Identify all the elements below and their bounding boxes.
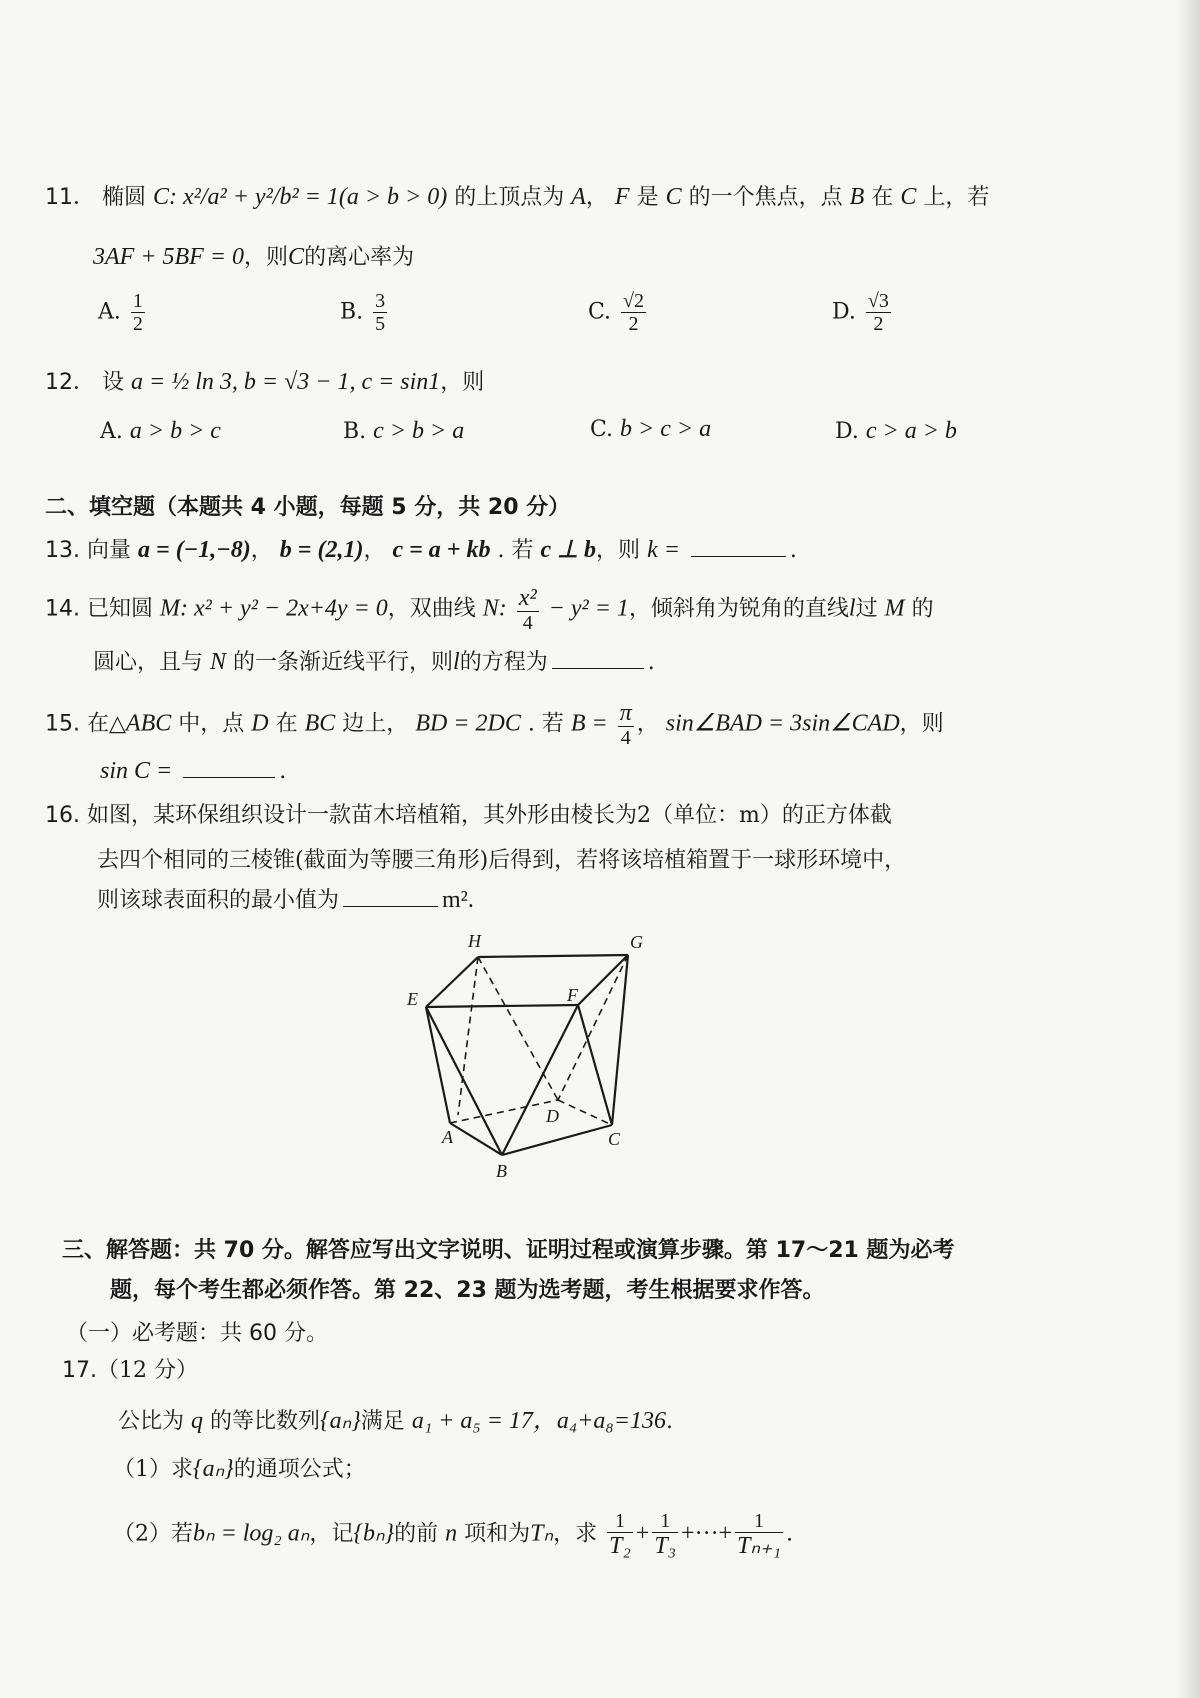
part-2-text-e: ，求	[553, 1521, 598, 1547]
q12-option-b	[343, 418, 464, 445]
q14-end: .	[647, 650, 655, 675]
q16-line3	[97, 883, 474, 914]
denominator: T₃	[654, 1533, 677, 1559]
edge-ef	[426, 1005, 578, 1007]
fraction	[131, 290, 145, 335]
question-number: 12．	[45, 370, 95, 395]
q11-option-a	[98, 290, 148, 335]
label-d: D	[546, 1106, 559, 1126]
part-2-text-c: 的前	[394, 1521, 439, 1547]
edge-hg	[478, 955, 628, 957]
question-17-part1	[113, 1452, 366, 1483]
hidden-edge-hd	[478, 957, 558, 1100]
b-definition: bₙ = log₂ aₙ	[193, 1520, 310, 1547]
fraction	[652, 1510, 678, 1559]
hyperbola-equation: − y² = 1	[548, 595, 629, 622]
triangle-abc: ABC	[125, 710, 172, 737]
q17-stem-c: 满足	[360, 1409, 405, 1434]
q14-text-b: ，双曲线	[387, 596, 476, 622]
option-label: B.	[343, 419, 367, 444]
hyperbola-label: N:	[482, 595, 507, 622]
answer-blank[interactable]	[691, 556, 786, 557]
plus-sign: +	[635, 1520, 650, 1547]
label-e: E	[407, 989, 418, 1009]
sequence-b: {bₙ}	[353, 1520, 395, 1547]
denominator: 4	[522, 612, 533, 635]
q17-stem-a: 公比为	[118, 1409, 185, 1434]
section-3-heading-line2: 题，每个考生都必须作答。第 22、23 题为选考题，考生根据要求作答。	[110, 1278, 825, 1303]
option-label: C.	[590, 417, 614, 442]
part-1-label: （1）求	[113, 1457, 193, 1482]
question-number: 13.	[45, 538, 80, 563]
q11-point-f: F	[614, 184, 630, 210]
q11-curve-c: C	[665, 184, 682, 210]
question-17-stem	[118, 1400, 673, 1435]
unit: m².	[442, 887, 474, 913]
angle-b: B =	[570, 710, 608, 737]
question-12	[45, 365, 484, 396]
q11-text-e: 的一个焦点，点	[688, 185, 843, 210]
ellipsis: +···+	[681, 1520, 733, 1547]
q11-line2-end: 的离心率为	[304, 245, 415, 270]
q14-text-c: ，倾斜角为锐角的直线	[628, 596, 849, 622]
q17-condition: a₁ + a₅ = 17，a₄+a₈=136	[411, 1408, 666, 1434]
q11-option-b	[340, 290, 390, 335]
q12-formula: a = ½ ln 3, b = √3 − 1, c = sin1	[131, 369, 441, 395]
q16-line2: 去四个相同的三棱锥(截面为等腰三角形)后得到，若将该培植箱置于一球形环境中，	[97, 848, 907, 873]
label-b: B	[496, 1161, 507, 1181]
vector-c: c = a + kb	[392, 537, 491, 563]
q11-text-f: 在	[871, 185, 894, 210]
question-15-line2	[100, 758, 286, 785]
denominator: Tₙ₊₁	[737, 1533, 782, 1559]
question-16	[45, 798, 892, 829]
q11-text-g: 上，若	[923, 185, 990, 210]
option-expr: c > a > b	[865, 418, 957, 444]
line-l: l	[848, 595, 856, 622]
sequence-a: {aₙ}	[193, 1456, 234, 1482]
fraction	[517, 585, 539, 634]
q15-text-f: ，	[636, 711, 659, 737]
sum-t: Tₙ	[530, 1520, 554, 1547]
numerator: 1	[607, 1510, 633, 1533]
q12-text: 设	[102, 370, 125, 395]
q13-end: .	[789, 538, 797, 563]
question-15	[45, 700, 944, 749]
edge-fg	[578, 955, 628, 1005]
q15-text: 在△	[87, 711, 126, 737]
q12-option-c	[590, 416, 711, 443]
numerator: 1	[652, 1510, 678, 1533]
q15-text-c: 在	[275, 711, 298, 737]
answer-blank[interactable]	[183, 777, 275, 778]
edge-eh	[426, 957, 478, 1007]
fraction	[621, 290, 646, 335]
vector-equation: 3AF + 5BF = 0	[93, 244, 245, 270]
q13-text: 向量	[87, 538, 132, 563]
option-label: B.	[340, 299, 364, 325]
numerator: 3	[375, 290, 386, 312]
option-label: A.	[98, 299, 121, 325]
edge-ea	[426, 1007, 450, 1123]
label-c: C	[608, 1129, 621, 1149]
section-2-heading: 二、填空题（本题共 4 小题，每题 5 分，共 20 分）	[45, 495, 571, 520]
q11-curve-c-3: C	[288, 244, 305, 270]
q16-line3-text: 则该球表面积的最小值为	[97, 888, 340, 913]
edge-gc	[612, 955, 628, 1125]
question-13	[45, 533, 797, 564]
q11-text-c: ，	[585, 185, 608, 210]
ratio-q: q	[191, 1408, 204, 1434]
q11-text-d: 是	[636, 185, 659, 210]
section-3-subheading: （一）必考题：共 60 分。	[66, 1321, 328, 1346]
label-f: F	[567, 985, 578, 1005]
question-14-line2	[93, 645, 655, 676]
vector-b: b = (2,1)	[279, 537, 364, 563]
q12-text-b: ，则	[440, 370, 485, 395]
q11-text-b: 的上顶点为	[454, 185, 565, 210]
q12-option-d	[835, 418, 957, 445]
circle-m: M	[884, 595, 905, 622]
option-expr: a > b > c	[129, 418, 221, 444]
var-n: n	[445, 1520, 458, 1547]
line-l-2: l	[453, 649, 460, 675]
q14-text-e: 的	[911, 596, 934, 622]
option-label: A.	[100, 419, 123, 444]
q11-line2-text: ，则	[244, 245, 289, 270]
denominator: T₂	[609, 1533, 631, 1559]
q16-line1: 如图，某环保组织设计一款苗木培植箱，其外形由棱长为2（单位：m）的正方体截	[87, 803, 892, 828]
q11-formula: C: x²/a² + y²/b² = 1(a > b > 0)	[153, 184, 448, 210]
option-label: C.	[588, 299, 612, 325]
q13-sep-2: ，	[363, 538, 386, 563]
denominator: 2	[873, 313, 884, 335]
perpendicular-condition: c ⊥ b	[540, 537, 597, 563]
ratio-condition: BD = 2DC	[415, 710, 521, 737]
edge-fb	[502, 1005, 578, 1155]
fraction	[373, 290, 387, 335]
q11-point-a: A	[571, 184, 586, 210]
denominator: 5	[375, 313, 386, 335]
question-17-part2	[113, 1510, 793, 1559]
sin-c: sin C =	[100, 758, 173, 784]
question-number: 14.	[45, 596, 80, 622]
option-label: D.	[832, 299, 856, 325]
part-2-label: （2）若	[113, 1521, 193, 1547]
sequence-a: {aₙ}	[320, 1408, 361, 1434]
q11-option-d	[832, 290, 894, 335]
numerator: 1	[132, 290, 143, 312]
q11-option-c	[588, 290, 649, 335]
fraction	[866, 290, 891, 335]
q14-text: 已知圆	[87, 596, 154, 622]
q14-line2-a: 圆心，且与	[93, 650, 204, 675]
hidden-edge-ad	[450, 1100, 558, 1123]
hyperbola-n: N	[210, 649, 227, 675]
question-number: 15.	[45, 711, 80, 737]
circle-equation: M: x² + y² − 2x+4y = 0	[160, 595, 388, 622]
question-number: 11．	[45, 185, 95, 210]
q12-option-a	[100, 418, 221, 445]
hidden-edge-dc	[558, 1100, 612, 1125]
q15-text-e: . 若	[527, 711, 564, 737]
question-score: （12 分）	[97, 1358, 198, 1383]
truncated-cube-figure	[400, 925, 665, 1185]
question-11-line2	[93, 240, 414, 271]
q14-line2-c: 的方程为	[459, 650, 548, 675]
q17-final: .	[786, 1521, 794, 1547]
fraction	[607, 1510, 633, 1559]
q15-text-d: 边上，	[342, 711, 409, 737]
label-h: H	[468, 931, 481, 951]
hidden-edge-ha	[458, 957, 478, 1115]
question-17-header	[62, 1353, 198, 1384]
question-11	[45, 180, 989, 211]
denominator: 4	[620, 727, 631, 750]
q17-stem-b: 的等比数列	[210, 1409, 321, 1434]
numerator: x²	[518, 585, 537, 611]
fraction	[618, 700, 634, 749]
option-expr: c > b > a	[373, 418, 465, 444]
question-14	[45, 585, 934, 634]
q11-curve-c-2: C	[900, 184, 917, 210]
point-d: D	[251, 710, 269, 737]
question-number: 17.	[62, 1358, 97, 1383]
part-1-text: 的通项公式；	[233, 1457, 366, 1482]
q15-text-b: 中，点	[178, 711, 245, 737]
option-expr: b > c > a	[620, 416, 712, 442]
side-bc: BC	[304, 710, 336, 737]
option-label: D.	[835, 419, 859, 444]
numerator: √2	[623, 290, 645, 312]
denominator: 2	[628, 313, 639, 335]
q13-text-c: ，则	[596, 538, 641, 563]
part-2-text-d: 项和为	[464, 1521, 531, 1547]
question-number: 16.	[45, 803, 80, 828]
q11-point-b: B	[849, 184, 865, 210]
denominator: 2	[132, 313, 143, 335]
q13-text-b: . 若	[497, 538, 534, 563]
fraction	[735, 1510, 783, 1559]
numerator: π	[619, 700, 632, 726]
q13-sep: ，	[250, 538, 273, 563]
answer-blank[interactable]	[552, 668, 644, 669]
numerator: √3	[867, 290, 889, 312]
q13-k: k =	[647, 537, 680, 563]
q15-text-g: ，则	[899, 711, 944, 737]
q11-text: 椭圆	[102, 185, 147, 210]
page-edge-shadow	[1176, 0, 1200, 1698]
label-a: A	[442, 1127, 453, 1147]
q17-end: .	[665, 1409, 673, 1434]
sine-condition: sin∠BAD = 3sin∠CAD	[665, 710, 900, 737]
vector-a: a = (−1,−8)	[138, 537, 251, 563]
part-2-text-b: ，记	[309, 1521, 354, 1547]
q14-text-d: 过	[855, 596, 878, 622]
q15-end: .	[279, 759, 287, 784]
edge-bc	[502, 1125, 612, 1155]
numerator: 1	[735, 1510, 783, 1533]
label-g: G	[630, 932, 643, 952]
answer-blank[interactable]	[343, 906, 438, 907]
q14-line2-b: 的一条渐近线平行，则	[233, 650, 454, 675]
section-3-heading: 三、解答题：共 70 分。解答应写出文字说明、证明过程或演算步骤。第 17～21 题为必考	[62, 1238, 955, 1263]
